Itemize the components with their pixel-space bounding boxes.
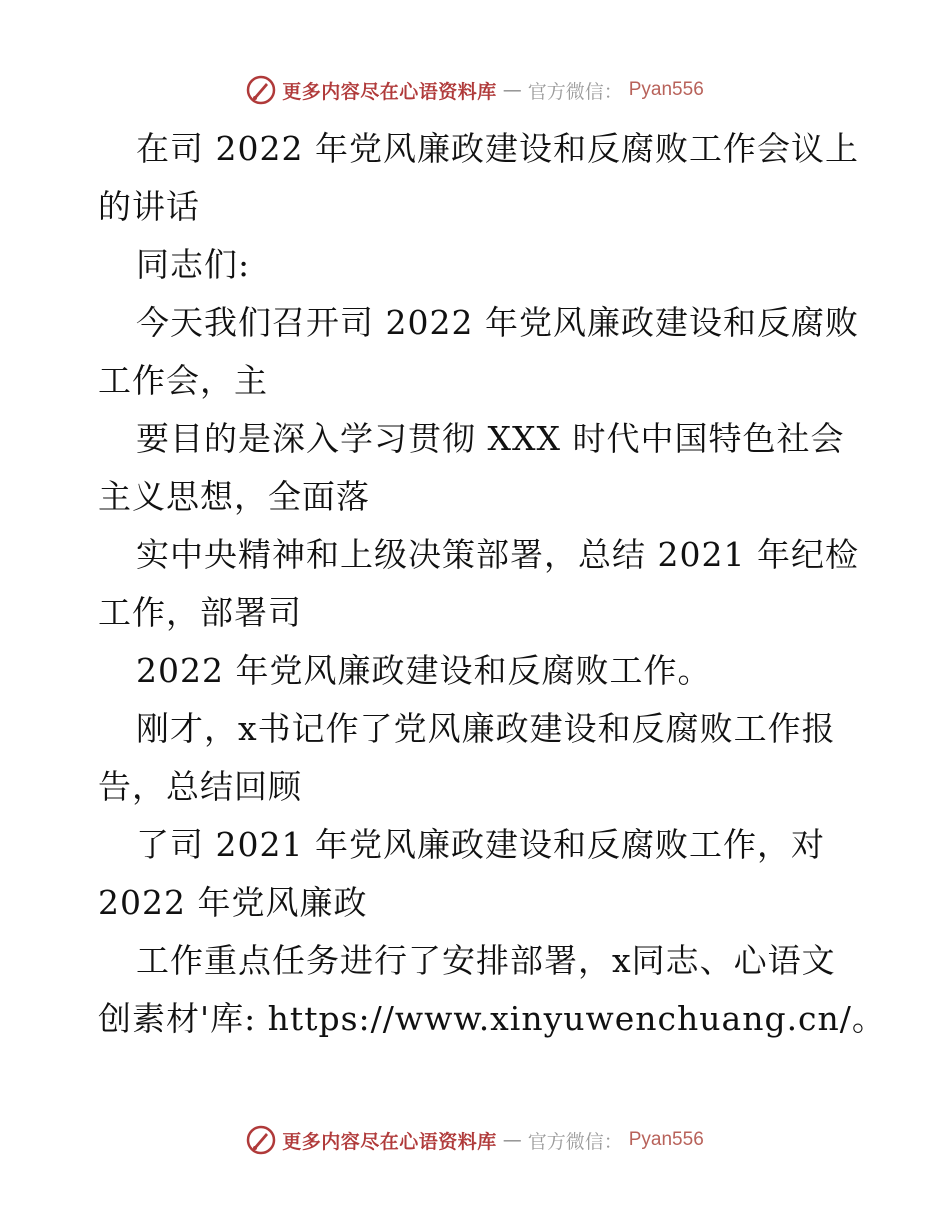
watermark-separator: — xyxy=(502,1129,522,1151)
quill-logo-icon xyxy=(246,1125,276,1155)
paragraph-line: 今天我们召开司 2022 年党风廉政建设和反腐败 xyxy=(136,303,859,342)
salutation: 同志们: xyxy=(136,245,251,284)
paragraph-line: 2022 年党风廉政 xyxy=(98,883,368,922)
quill-logo-icon xyxy=(246,75,276,105)
paragraph-line: 告，总结回顾 xyxy=(98,767,302,806)
watermark-brand-text: 更多内容尽在心语资料库 xyxy=(282,1130,497,1153)
paragraph-line: 2022 年党风廉政建设和反腐败工作。 xyxy=(136,651,712,690)
watermark-wechat-id: Pyan556 xyxy=(628,79,704,100)
paragraph-line: 实中央精神和上级决策部署，总结 2021 年纪检 xyxy=(136,535,859,574)
paragraph-line-url: 创素材'库: https://www.xinyuwenchuang.cn/。 xyxy=(98,999,886,1038)
paragraph-line: 工作会，主 xyxy=(98,361,268,400)
paragraph-line: 要目的是深入学习贯彻 XXX 时代中国特色社会 xyxy=(136,419,845,458)
paragraph-line: 了司 2021 年党风廉政建设和反腐败工作，对 xyxy=(136,825,825,864)
header-watermark xyxy=(0,72,950,108)
watermark-wechat-label: 官方微信： xyxy=(527,1130,623,1153)
paragraph-line: 主义思想，全面落 xyxy=(98,477,370,516)
watermark-wechat-label: 官方微信： xyxy=(527,80,623,103)
watermark-wechat-id: Pyan556 xyxy=(628,1129,704,1150)
title-line-1: 在司 2022 年党风廉政建设和反腐败工作会议上 xyxy=(136,129,859,168)
watermark-brand-text: 更多内容尽在心语资料库 xyxy=(282,80,497,103)
paragraph-line: 工作，部署司 xyxy=(98,593,302,632)
title-line-2: 的讲话 xyxy=(98,187,200,226)
paragraph-line: 刚才，x书记作了党风廉政建设和反腐败工作报 xyxy=(136,709,836,748)
watermark-separator: — xyxy=(502,79,522,101)
paragraph-line: 工作重点任务进行了安排部署，x同志、心语文 xyxy=(136,941,836,980)
footer-watermark xyxy=(0,1122,950,1158)
